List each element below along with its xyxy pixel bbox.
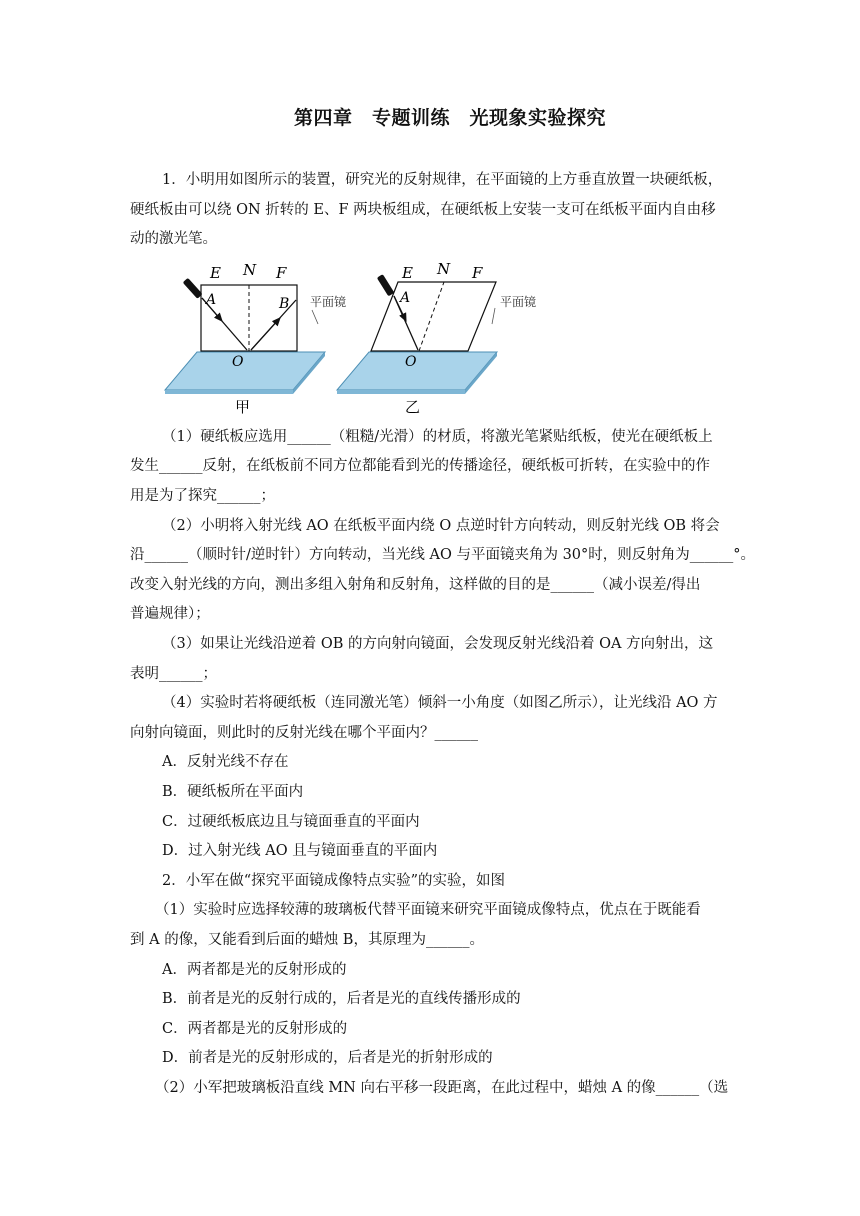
q1-option-a: A．反射光线不存在 (162, 754, 289, 770)
q1-part3-line-2: 表明______； (130, 666, 217, 682)
label-o-jia: O (232, 354, 244, 370)
caption-yi: 乙 (405, 398, 421, 416)
reflection-apparatus-figure (160, 258, 560, 418)
q1-intro-line-2: 硬纸板由可以绕 ON 折转的 E、F 两块板组成，在硬纸板上安装一支可在纸板平面内自由移 (130, 202, 716, 218)
label-f-yi: F (472, 264, 483, 282)
q2-option-c: C．两者都是光的反射形成的 (162, 1021, 348, 1037)
q1-option-c: C．过硬纸板底边且与镜面垂直的平面内 (162, 814, 420, 830)
figure-yi (337, 260, 536, 416)
label-e-yi: E (402, 264, 413, 282)
label-b-jia: B (279, 296, 290, 312)
laser-pen-jia (183, 278, 203, 299)
q1-part1-line-2: 发生______反射，在纸板前不同方位都能看到光的传播途径，硬纸板可折转，在实验中的作 (130, 458, 710, 474)
laser-pen-yi (377, 274, 395, 296)
figure-jia (165, 261, 346, 416)
mirror-label-yi: 平面镜 (500, 295, 537, 309)
q1-part2-line-1: （2）小明将入射光线 AO 在纸板平面内绕 O 点逆时针方向转动，则反射光线 OB 将会 (162, 518, 720, 534)
caption-jia: 甲 (235, 398, 251, 416)
q1-part1-line-1: （1）硬纸板应选用______（粗糙/光滑）的材质，将激光笔紧贴纸板，使光在硬纸板上 (162, 429, 713, 445)
q1-part3-line-1: （3）如果让光线沿逆着 OB 的方向射向镜面，会发现反射光线沿着 OA 方向射出，这 (162, 636, 714, 652)
q1-part2-line-3: 改变入射光线的方向，测出多组入射角和反射角，这样做的目的是______（减小误差/得出 (130, 577, 701, 593)
q2-option-d: D．前者是光的反射形成的，后者是光的折射形成的 (162, 1050, 493, 1066)
q1-part4-line-1: （4）实验时若将硬纸板（连同激光笔）倾斜一小角度（如图乙所示），让光线沿 AO 方 (162, 695, 718, 711)
label-e-jia: E (210, 264, 221, 282)
q1-part4-line-2: 向射向镜面，则此时的反射光线在哪个平面内？______ (130, 725, 478, 741)
label-n-jia: N (243, 261, 257, 279)
q1-part1-line-3: 用是为了探究______； (130, 488, 275, 504)
q2-part1-line-2: 到 A 的像，又能看到后面的蜡烛 B，其原理为______。 (130, 932, 484, 948)
label-a-yi: A (400, 290, 411, 306)
q2-intro: 2．小军在做“探究平面镜成像特点实验”的实验，如图 (162, 873, 506, 889)
q1-intro-line-3: 动的激光笔。 (130, 231, 217, 247)
mirror-label-jia: 平面镜 (310, 295, 347, 309)
label-f-jia: F (276, 264, 287, 282)
q2-option-a: A．两者都是光的反射形成的 (162, 962, 347, 978)
q1-intro-line-1: 1．小明用如图所示的装置，研究光的反射规律，在平面镜的上方垂直放置一块硬纸板， (162, 172, 723, 188)
q1-part2-line-2: 沿______（顺时针/逆时针）方向转动，当光线 AO 与平面镜夹角为 30°时，则反射角为______°。 (130, 547, 756, 563)
label-n-yi: N (437, 260, 451, 278)
label-o-yi: O (405, 354, 417, 370)
q1-part2-line-4: 普遍规律）； (130, 606, 210, 622)
q2-part1-line-1: （1）实验时应选择较薄的玻璃板代替平面镜来研究平面镜成像特点，优点在于既能看 (155, 902, 701, 918)
page-title: 第四章 专题训练 光现象实验探究 (293, 107, 606, 129)
q2-part2-line-1: （2）小军把玻璃板沿直线 MN 向右平移一段距离，在此过程中，蜡烛 A 的像______（选 (155, 1080, 729, 1096)
q1-option-b: B．硬纸板所在平面内 (162, 784, 304, 800)
label-a-jia: A (206, 292, 217, 308)
q2-option-b: B．前者是光的反射行成的，后者是光的直线传播形成的 (162, 991, 521, 1007)
q1-option-d: D．过入射光线 AO 且与镜面垂直的平面内 (162, 843, 438, 859)
